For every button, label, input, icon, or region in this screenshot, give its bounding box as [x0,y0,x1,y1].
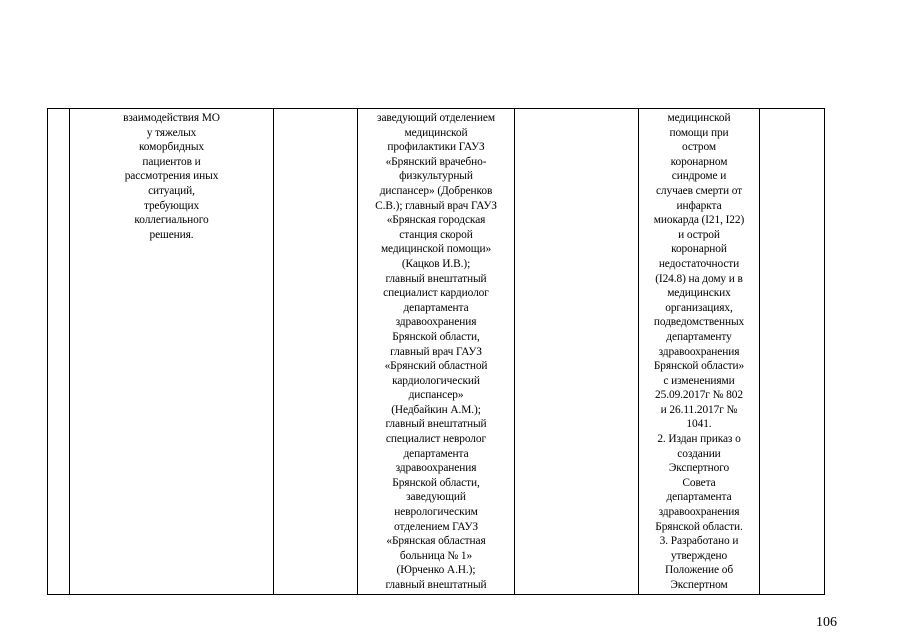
page-number: 106 [816,615,837,630]
table-cell-index [48,109,70,595]
table-cell-responsible: заведующий отделением медицинской профилактики ГАУЗ «Брянский врачебно- физкультурный диспансер» (Добренков С.В.); главный врач ГАУЗ «Брянская городская станция скорой медицинской помощи» (Кацков И.В.); главный внештатный специалист кардиолог департамента здравоохранения Брянской области, главный врач ГАУЗ «Брянский областной кардиологический диспансер» (Недбайкин А.М.); главный внештатный специалист невролог департамента здравоохранения Брянской области, заведующий неврологическим отделением ГАУЗ «Брянская областная больница № 1» (Юрченко А.Н.); главный внештатный [358,109,515,595]
table-cell-result: медицинской помощи при остром коронарном синдроме и случаев смерти от инфаркта миокарда (I21, I22) и острой коронарной недостаточности (I24.8) на дому и в медицинских организациях, подведомственных департаменту здравоохранения Брянской области» с изменениями 25.09.2017г № 802 и 26.11.2017г № 1041. 2. Издан приказ о создании Экспертного Совета департамента здравоохранения Брянской области. 3. Разработано и утверждено Положение об Экспертном [639,109,760,595]
table-cell-empty-2 [515,109,639,595]
table-cell-description: взаимодействия МО у тяжелых коморбидных пациентов и рассмотрения иных ситуаций, требующих коллегиального решения. [70,109,274,595]
table-cell-empty-1 [274,109,358,595]
table-row [48,109,825,595]
data-table [47,108,825,595]
table-cell-empty-3 [760,109,825,595]
